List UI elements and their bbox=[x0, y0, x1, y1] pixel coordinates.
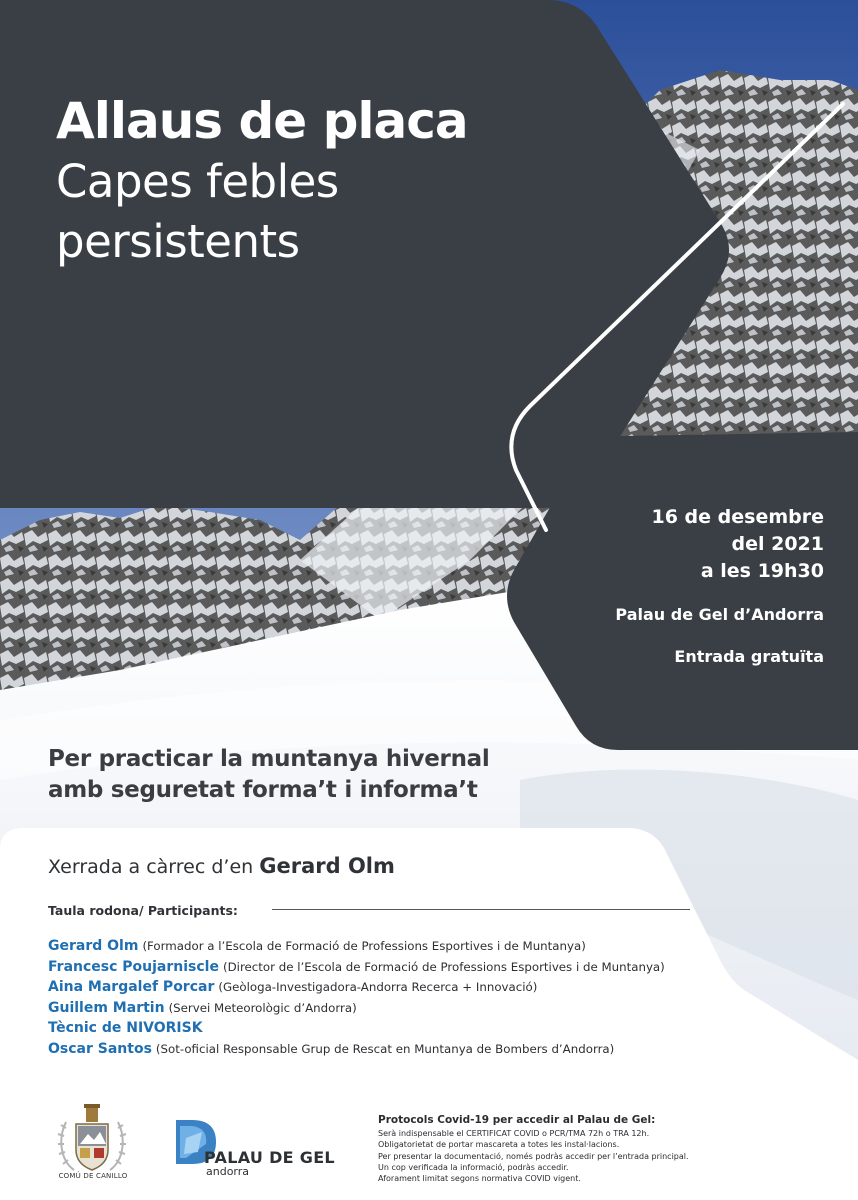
title-block bbox=[56, 90, 576, 272]
participant-row bbox=[48, 956, 808, 977]
palau-label: PALAU DE GEL bbox=[204, 1148, 335, 1167]
covid-protocols bbox=[378, 1114, 798, 1184]
participant-name: Guillem Martin bbox=[48, 999, 165, 1016]
participant-row bbox=[48, 1017, 808, 1038]
participant-name: Francesc Poujarniscle bbox=[48, 958, 219, 975]
speaker-name: Gerard Olm bbox=[259, 854, 395, 878]
participant-role: (Formador a l’Escola de Formació de Professions Esportives i de Muntanya) bbox=[142, 939, 586, 953]
participant-row bbox=[48, 997, 808, 1018]
participant-row bbox=[48, 935, 808, 956]
event-date: 16 de desembre bbox=[651, 506, 824, 528]
tagline-line1: Per practicar la muntanya hivernal bbox=[48, 746, 490, 772]
participants-list bbox=[48, 935, 808, 1059]
event-info bbox=[504, 504, 824, 667]
canillo-label: COMÚ DE CANILLO bbox=[58, 1172, 128, 1180]
title-sub-line1: Capes febles bbox=[56, 155, 339, 208]
speaker-line bbox=[48, 854, 395, 878]
participant-role: (Sot-oficial Responsable Grup de Rescat en Muntanya de Bombers d’Andorra) bbox=[155, 1041, 615, 1056]
participant-row bbox=[48, 976, 808, 997]
tagline bbox=[48, 744, 668, 806]
participant-name: Tècnic de NIVORISK bbox=[48, 1020, 203, 1037]
participant-name: Oscar Santos bbox=[48, 1040, 152, 1057]
event-entry: Entrada gratuïta bbox=[674, 647, 824, 666]
covid-line: Aforament limitat segons normativa COVID vigent. bbox=[378, 1174, 581, 1184]
participant-role: (Servei Meteorològic d’Andorra) bbox=[168, 1000, 357, 1015]
round-table-label: Taula rodona/ Participants: bbox=[48, 903, 238, 918]
divider bbox=[272, 909, 690, 910]
covid-title: Protocols Covid-19 per accedir al Palau de Gel: bbox=[378, 1114, 656, 1126]
participant-role: (Geòloga-Investigadora-Andorra Recerca + Innovació) bbox=[218, 980, 538, 995]
title-sub-line2: persistents bbox=[56, 215, 300, 268]
speaker-prefix: Xerrada a càrrec d’en bbox=[48, 856, 254, 878]
event-time: a les 19h30 bbox=[700, 560, 824, 582]
title-main: Allaus de placa bbox=[56, 92, 468, 150]
participant-name: Aina Margalef Porcar bbox=[48, 979, 215, 996]
covid-line: Per presentar la documentació, només podràs accedir per l’entrada principal. bbox=[378, 1151, 689, 1161]
participant-role: (Director de l’Escola de Formació de Professions Esportives i de Muntanya) bbox=[222, 959, 665, 974]
event-year: del 2021 bbox=[731, 533, 824, 555]
covid-line: Un cop verificada la informació, podràs accedir. bbox=[378, 1162, 569, 1172]
participant-name: Gerard Olm bbox=[48, 938, 139, 954]
tagline-line2: amb seguretat forma’t i informa’t bbox=[48, 777, 478, 803]
covid-line: Serà indispensable el CERTIFICAT COVID o PCR/TMA 72h o TRA 12h. bbox=[378, 1129, 650, 1138]
participant-row bbox=[48, 1038, 808, 1059]
covid-line: Obligatorietat de portar mascareta a totes les instal·lacions. bbox=[378, 1140, 620, 1150]
palau-sublabel: andorra bbox=[206, 1165, 250, 1178]
event-venue: Palau de Gel d’Andorra bbox=[615, 605, 824, 624]
